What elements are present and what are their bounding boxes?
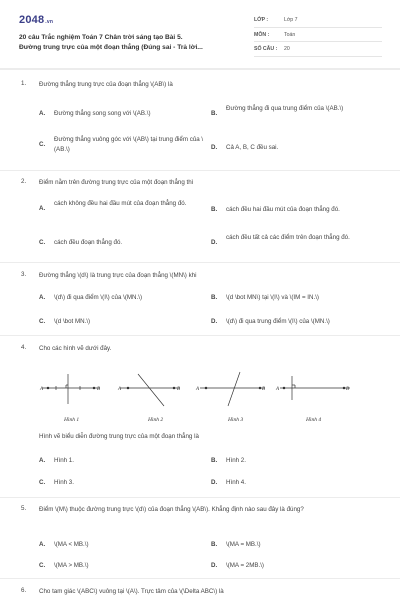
option-letter: D. xyxy=(211,318,218,325)
logo-suffix: .vn xyxy=(45,19,54,25)
quiz-meta xyxy=(254,13,382,57)
option-text: Hình 2. xyxy=(226,457,246,464)
question-number: 5. xyxy=(21,505,27,512)
svg-text:B: B xyxy=(97,387,101,392)
option-text: Hình 3. xyxy=(54,479,74,486)
question-divider xyxy=(0,578,400,579)
option-text: cách đều đoạn thẳng đó. xyxy=(54,239,123,246)
question-subtext: Hình vẽ biểu diễn đường trung trực của một đoạn thẳng là xyxy=(39,433,199,440)
figure-1 xyxy=(39,374,100,404)
meta-class-value: Lớp 7 xyxy=(284,17,298,23)
option-letter: D. xyxy=(211,479,218,486)
svg-text:B: B xyxy=(177,387,181,392)
figure-4-label: Hình 4 xyxy=(306,417,322,423)
figure-4 xyxy=(275,376,350,400)
meta-subject xyxy=(254,28,382,43)
option-letter: C. xyxy=(39,239,46,246)
option-letter: D. xyxy=(211,562,218,569)
option-text: Hình 4. xyxy=(226,479,246,486)
question-text: Cho tam giác \(ABC\) vuông tại \(A\). Trực tâm của \(\Delta ABC\) là xyxy=(39,588,224,595)
question-text: Điểm \(M\) thuộc đường trung trực \(d\) của đoạn thẳng \(AB\). Khẳng định nào sau đây là đúng? xyxy=(39,506,304,513)
figure-3 xyxy=(195,372,265,406)
option-text: \(MA > MB.\) xyxy=(54,562,89,569)
meta-count-label: SỐ CÂU : xyxy=(254,46,278,52)
quiz-title-line-1: 20 câu Trắc nghiệm Toán 7 Chân trời sáng tạo Bài 5. xyxy=(19,34,183,41)
option-letter: C. xyxy=(39,562,46,569)
question-text: Đường thẳng trung trực của đoạn thẳng \(AB\) là xyxy=(39,81,173,88)
svg-text:A: A xyxy=(196,387,200,392)
svg-text:A: A xyxy=(276,387,280,392)
meta-subject-value: Toán xyxy=(284,31,296,38)
page-header xyxy=(0,0,400,66)
question-text: Đường thẳng \(d\) là trung trực của đoạn thẳng \(MN\) khi xyxy=(39,272,197,279)
meta-count xyxy=(254,42,382,57)
option-letter: A. xyxy=(39,205,46,212)
option-text: Hình 1. xyxy=(54,457,74,464)
option-text: cách không đều hai đầu mút của đoạn thẳng đó. xyxy=(54,200,187,207)
option-text: \(d\) đi qua trung điểm \(I\) của \(MN.\) xyxy=(226,318,330,325)
question-number: 4. xyxy=(21,344,27,351)
figures-row xyxy=(30,370,370,424)
question-divider xyxy=(0,497,400,498)
svg-text:A: A xyxy=(40,387,44,392)
option-text: \(d\) đi qua điểm \(I\) của \(MN.\) xyxy=(54,294,143,301)
option-letter: A. xyxy=(39,110,46,117)
svg-text:B: B xyxy=(262,387,266,392)
option-letter: B. xyxy=(211,110,218,117)
question-divider xyxy=(0,335,400,336)
meta-class-label: LỚP : xyxy=(254,17,269,23)
meta-count-value: 20 xyxy=(284,46,290,52)
figure-2-label: Hình 2 xyxy=(148,417,164,423)
option-letter: C. xyxy=(39,479,46,486)
option-letter: D. xyxy=(211,144,218,151)
question-number: 1. xyxy=(21,80,27,87)
meta-subject-label: MÔN : xyxy=(254,31,270,38)
figure-1-label: Hình 1 xyxy=(64,417,80,423)
option-text: cách đều tất cả các điểm trên đoạn thẳng đó. xyxy=(226,234,350,241)
option-text: \(d \bot MN.\) xyxy=(54,318,91,325)
question-number: 2. xyxy=(21,178,27,185)
quiz-title-line-2: Đường trung trực của một đoạn thẳng (Đúng sai - Trả lời... xyxy=(19,43,203,51)
question-number: 6. xyxy=(21,587,27,594)
site-logo[interactable] xyxy=(19,14,53,26)
header-divider xyxy=(0,68,400,70)
option-letter: D. xyxy=(211,239,218,246)
option-text: Đường thẳng vuông góc với \(AB\) tại trung điểm của \(AB.\) xyxy=(54,136,204,153)
figure-2 xyxy=(117,374,180,406)
option-letter: B. xyxy=(211,457,218,464)
logo-text: 2048 xyxy=(19,14,45,26)
option-text: \(MA = MB.\) xyxy=(226,541,261,548)
question-number: 3. xyxy=(21,271,27,278)
option-text: \(MA = 2MB.\) xyxy=(226,562,264,569)
option-letter: C. xyxy=(39,141,46,148)
question-divider xyxy=(0,262,400,263)
option-letter: A. xyxy=(39,541,46,548)
option-letter: B. xyxy=(211,206,218,213)
question-text: Điểm nằm trên đường trung trực của một đoạn thẳng thì xyxy=(39,179,194,186)
svg-text:B: B xyxy=(346,387,350,392)
option-text: Cả A, B, C đều sai. xyxy=(226,144,279,151)
option-text: Đường thẳng đi qua trung điểm của \(AB.\) xyxy=(226,105,344,112)
meta-class xyxy=(254,13,382,28)
option-letter: B. xyxy=(211,294,218,301)
question-divider xyxy=(0,170,400,171)
option-letter: B. xyxy=(211,541,218,548)
option-text: Đường thẳng song song với \(AB.\) xyxy=(54,110,151,117)
option-text: \(MA < MB.\) xyxy=(54,541,89,548)
option-letter: A. xyxy=(39,294,46,301)
svg-text:A: A xyxy=(118,387,122,392)
question-text: Cho các hình vẽ dưới đây. xyxy=(39,345,112,352)
option-text: cách đều hai đầu mút của đoạn thẳng đó. xyxy=(226,206,340,213)
option-letter: A. xyxy=(39,457,46,464)
option-letter: C. xyxy=(39,318,46,325)
option-text: \(d \bot MN\) tại \(I\) và \(IM = IN.\) xyxy=(226,294,319,301)
figure-3-label: Hình 3 xyxy=(228,417,244,423)
figures-svg xyxy=(30,370,370,424)
quiz-title xyxy=(19,33,251,52)
